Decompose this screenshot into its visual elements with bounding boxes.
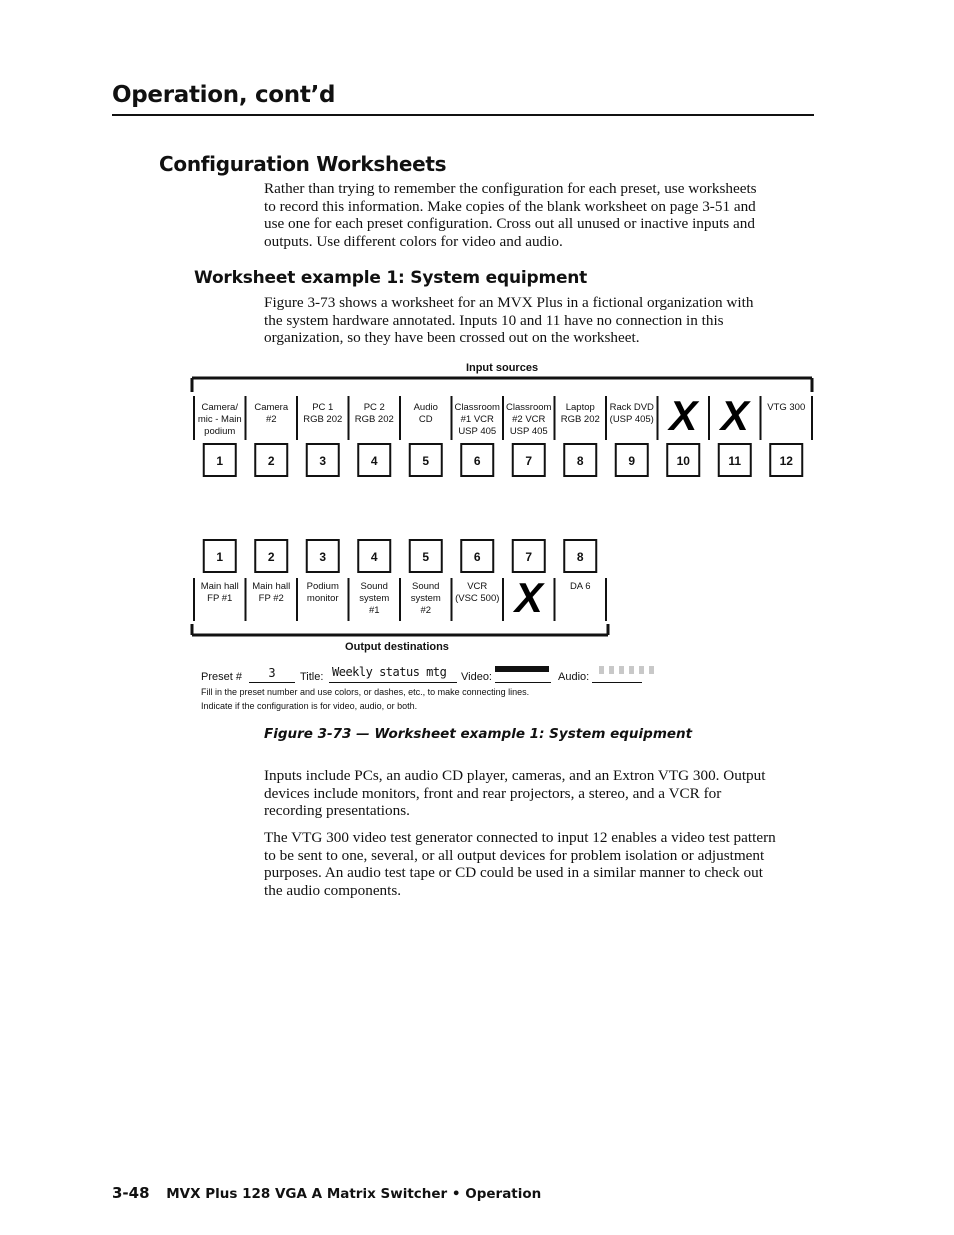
title-value: Weekly status mtg xyxy=(332,665,447,679)
input-label-line: Audio xyxy=(413,402,438,413)
section-intro xyxy=(264,180,814,250)
text-line: organization, so they have been crossed out on the worksheet. xyxy=(264,329,640,347)
input-label-line: PC 2 xyxy=(363,402,385,413)
cross-mark-glyph: X xyxy=(720,392,749,439)
text-line: recording presentations. xyxy=(264,802,410,820)
output-label-line: (VSC 500) xyxy=(455,593,500,604)
output-destinations-title: Output destinations xyxy=(345,641,449,653)
input-label-line: RGB 202 xyxy=(354,414,394,425)
text-line: Rather than trying to remember the configuration for each preset, use worksheets xyxy=(264,180,757,197)
input-cross-mark xyxy=(667,392,700,439)
output-label-line: Podium xyxy=(306,581,339,592)
output-label-line: system xyxy=(410,593,441,604)
input-label-line: USP 405 xyxy=(458,426,497,437)
text-line: purposes. An audio test tape or CD could be used in a similar manner to check out xyxy=(264,864,763,882)
output-label-line: #2 xyxy=(420,605,432,616)
input-number: 1 xyxy=(216,454,224,468)
input-label-line: VTG 300 xyxy=(767,402,806,413)
page-footer xyxy=(112,1184,541,1202)
title-underline xyxy=(329,682,457,683)
input-label-line: Classroom xyxy=(454,402,500,413)
subsection-title: Worksheet example 1: System equipment xyxy=(194,268,588,288)
input-number: 11 xyxy=(728,454,742,468)
output-cross-mark xyxy=(513,574,546,621)
worksheet-diagram xyxy=(190,356,820,656)
footer-text: MVX Plus 128 VGA A Matrix Switcher • Operation xyxy=(166,1186,542,1202)
text-line: devices include monitors, front and rear projectors, a stereo, and a VCR for xyxy=(264,784,722,802)
input-number: 12 xyxy=(779,454,793,468)
header-rule xyxy=(112,114,814,116)
text-line: The VTG 300 video test generator connected to input 12 enables a video test pattern xyxy=(264,829,776,846)
output-label-line: system xyxy=(359,593,390,604)
input-label-line: USP 405 xyxy=(509,426,548,437)
cross-mark-glyph: X xyxy=(669,392,698,439)
output-number: 6 xyxy=(473,550,481,564)
input-cross-mark xyxy=(719,392,752,439)
note-line: Fill in the preset number and use colors, or dashes, etc., to make connecting lines. xyxy=(201,687,530,697)
output-label-line: Sound xyxy=(412,581,440,592)
output-label-line: FP #1 xyxy=(207,593,233,604)
input-label-line: Laptop xyxy=(565,402,595,413)
output-number: 5 xyxy=(422,550,430,564)
input-label-line: Rack DVD xyxy=(609,402,654,413)
input-number: 8 xyxy=(576,454,584,468)
input-sources-title: Input sources xyxy=(465,362,539,374)
output-label-line: #1 xyxy=(368,605,380,616)
output-number: 1 xyxy=(216,550,224,564)
video-underline xyxy=(495,682,551,683)
text-line: use one for each preset configuration. Cross out all unused or inactive inputs and xyxy=(264,215,755,233)
body-paragraph-2 xyxy=(264,829,814,899)
text-line: the audio components. xyxy=(264,881,402,899)
input-number: 7 xyxy=(525,454,533,468)
input-label-line: Classroom xyxy=(506,402,552,413)
audio-underline xyxy=(592,682,642,683)
cross-mark-glyph: X xyxy=(514,574,543,621)
text-line: to be sent to one, several, or all output devices for problem isolation or adjustment xyxy=(264,846,765,864)
section-title: Configuration Worksheets xyxy=(159,152,447,176)
input-label-line: #2 VCR xyxy=(512,414,546,425)
input-label-line: Camera/ xyxy=(201,402,238,413)
output-label-line: DA 6 xyxy=(569,581,591,592)
input-label-line: mic - Main xyxy=(197,414,242,425)
input-number: 9 xyxy=(628,454,636,468)
output-number: 3 xyxy=(319,550,327,564)
preset-underline xyxy=(249,682,295,683)
output-number: 4 xyxy=(370,550,378,564)
text-line: the system hardware annotated. Inputs 10 and 11 have no connection in this xyxy=(264,311,724,329)
input-number: 10 xyxy=(676,454,690,468)
output-label-line: FP #2 xyxy=(258,593,284,604)
text-line: Figure 3-73 shows a worksheet for an MVX Plus in a fictional organization with xyxy=(264,294,754,311)
subsection-intro xyxy=(264,294,814,347)
input-label-line: #1 VCR xyxy=(460,414,494,425)
input-number: 5 xyxy=(422,454,430,468)
text-line: Inputs include PCs, an audio CD player, cameras, and an Extron VTG 300. Output xyxy=(264,767,766,784)
input-number: 6 xyxy=(473,454,481,468)
input-label-line: podium xyxy=(204,426,236,437)
title-label: Title: xyxy=(300,671,324,683)
preset-label: Preset # xyxy=(201,671,242,683)
worksheet-form-row xyxy=(201,664,681,686)
note-line: Indicate if the configuration is for video, audio, or both. xyxy=(201,701,418,711)
output-number: 8 xyxy=(576,550,584,564)
output-label-line: Sound xyxy=(360,581,388,592)
output-label-line: Main hall xyxy=(252,581,291,592)
preset-value: 3 xyxy=(268,666,276,680)
body-paragraph-1 xyxy=(264,767,814,820)
input-label-line: (USP 405) xyxy=(609,414,654,425)
input-number: 4 xyxy=(370,454,378,468)
worksheet-notes xyxy=(201,685,529,713)
input-label-line: CD xyxy=(418,414,433,425)
output-label-line: monitor xyxy=(306,593,339,604)
output-label-line: Main hall xyxy=(200,581,239,592)
page-number: 3-48 xyxy=(112,1184,150,1202)
input-label-line: PC 1 xyxy=(312,402,334,413)
video-label: Video: xyxy=(461,671,492,683)
input-number: 2 xyxy=(267,454,275,468)
input-label-line: RGB 202 xyxy=(303,414,343,425)
input-label-line: RGB 202 xyxy=(560,414,600,425)
input-number: 3 xyxy=(319,454,327,468)
page-header-title: Operation, cont’d xyxy=(112,82,336,108)
input-label-line: #2 xyxy=(265,414,277,425)
audio-line-sample xyxy=(599,666,657,674)
output-number: 2 xyxy=(267,550,275,564)
input-label-line: Camera xyxy=(254,402,289,413)
figure-caption: Figure 3-73 — Worksheet example 1: System equipment xyxy=(264,726,693,742)
text-line: to record this information. Make copies of the blank worksheet on page 3-51 and xyxy=(264,197,756,215)
output-label-line: VCR xyxy=(467,581,488,592)
audio-label: Audio: xyxy=(558,671,590,683)
video-line-sample xyxy=(495,666,549,672)
output-number: 7 xyxy=(525,550,533,564)
text-line: outputs. Use different colors for video and audio. xyxy=(264,232,563,250)
